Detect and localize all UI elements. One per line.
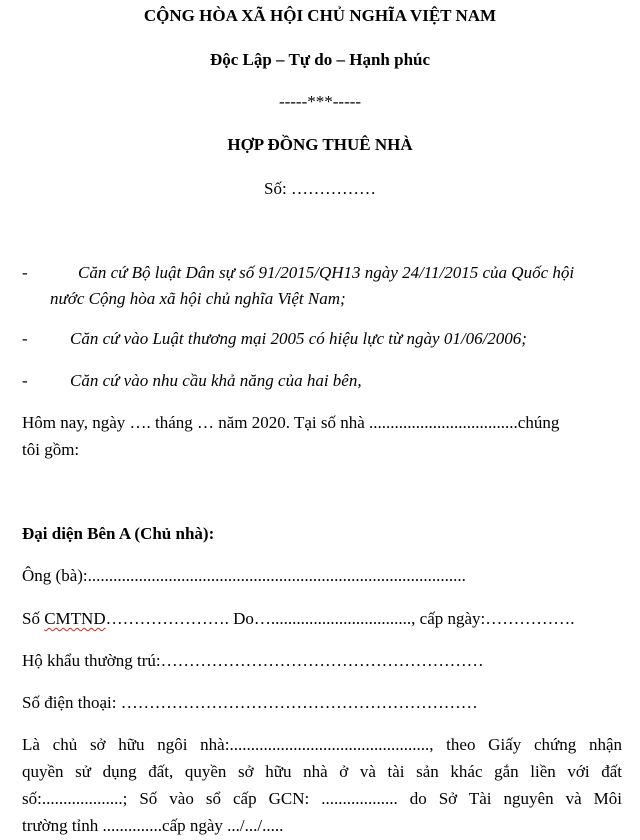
ownership-text: quyền sử dụng đất, quyền sở hữu nhà ở và tài sản khác gắn liền với đất	[22, 762, 622, 781]
party-a-heading: Đại diện Bên A (Chủ nhà):	[22, 524, 215, 543]
ownership-line	[22, 762, 622, 782]
bullet-dash: -	[22, 263, 28, 282]
document-title: HỢP ĐỒNG THUÊ NHÀ	[227, 135, 413, 154]
legal-basis-line: nước Cộng hòa xã hội chủ nghĩa Việt Nam;	[50, 289, 346, 308]
nation-header: CỘNG HÒA XÃ HỘI CHỦ NGHĨA VIỆT NAM	[143, 6, 497, 25]
intro-line-1: Hôm nay, ngày …. tháng … năm 2020. Tại số nhà ...................................chúng	[22, 413, 560, 432]
party-a-phone-field: Số điện thoại: ………………………………………………………	[22, 693, 478, 712]
bullet-dash: -	[22, 329, 28, 348]
ownership-text: Là chủ sở hữu ngôi nhà:..............................................., theo Giấy chứng nhận	[22, 735, 622, 754]
party-a-id-field	[22, 609, 575, 629]
ownership-line	[22, 789, 622, 809]
separator: -----***-----	[278, 92, 362, 111]
contract-number: Số: ……………	[264, 179, 376, 198]
party-a-name-field: Ông (bà):.........................................................................................	[22, 566, 466, 585]
intro-line-2: tôi gồm:	[22, 440, 80, 459]
id-word: CMTND	[44, 609, 106, 628]
legal-basis-line: Căn cứ Bộ luật Dân sự số 91/2015/QH13 ngày 24/11/2015 của Quốc hội	[78, 263, 575, 282]
legal-basis-line: Căn cứ vào nhu cầu khả năng của hai bên,	[70, 371, 362, 390]
ownership-text: số:...................; Số vào sổ cấp GCN: .................. do Sở Tài nguyên và Môi	[22, 789, 622, 808]
legal-basis-line: Căn cứ vào Luật thương mại 2005 có hiệu lực từ ngày 01/06/2006;	[70, 329, 527, 348]
ownership-line	[22, 735, 622, 755]
id-prefix: Số	[22, 609, 45, 628]
ownership-line: trường tỉnh ..............cấp ngày .../.../.....	[22, 816, 284, 835]
bullet-dash: -	[22, 371, 28, 390]
party-a-residence-field: Hộ khẩu thường trú:…………………………………………………	[22, 651, 484, 670]
id-rest: …………………. Do…................................., cấp ngày:…………….	[105, 609, 575, 628]
motto: Độc Lập – Tự do – Hạnh phúc	[209, 50, 431, 69]
